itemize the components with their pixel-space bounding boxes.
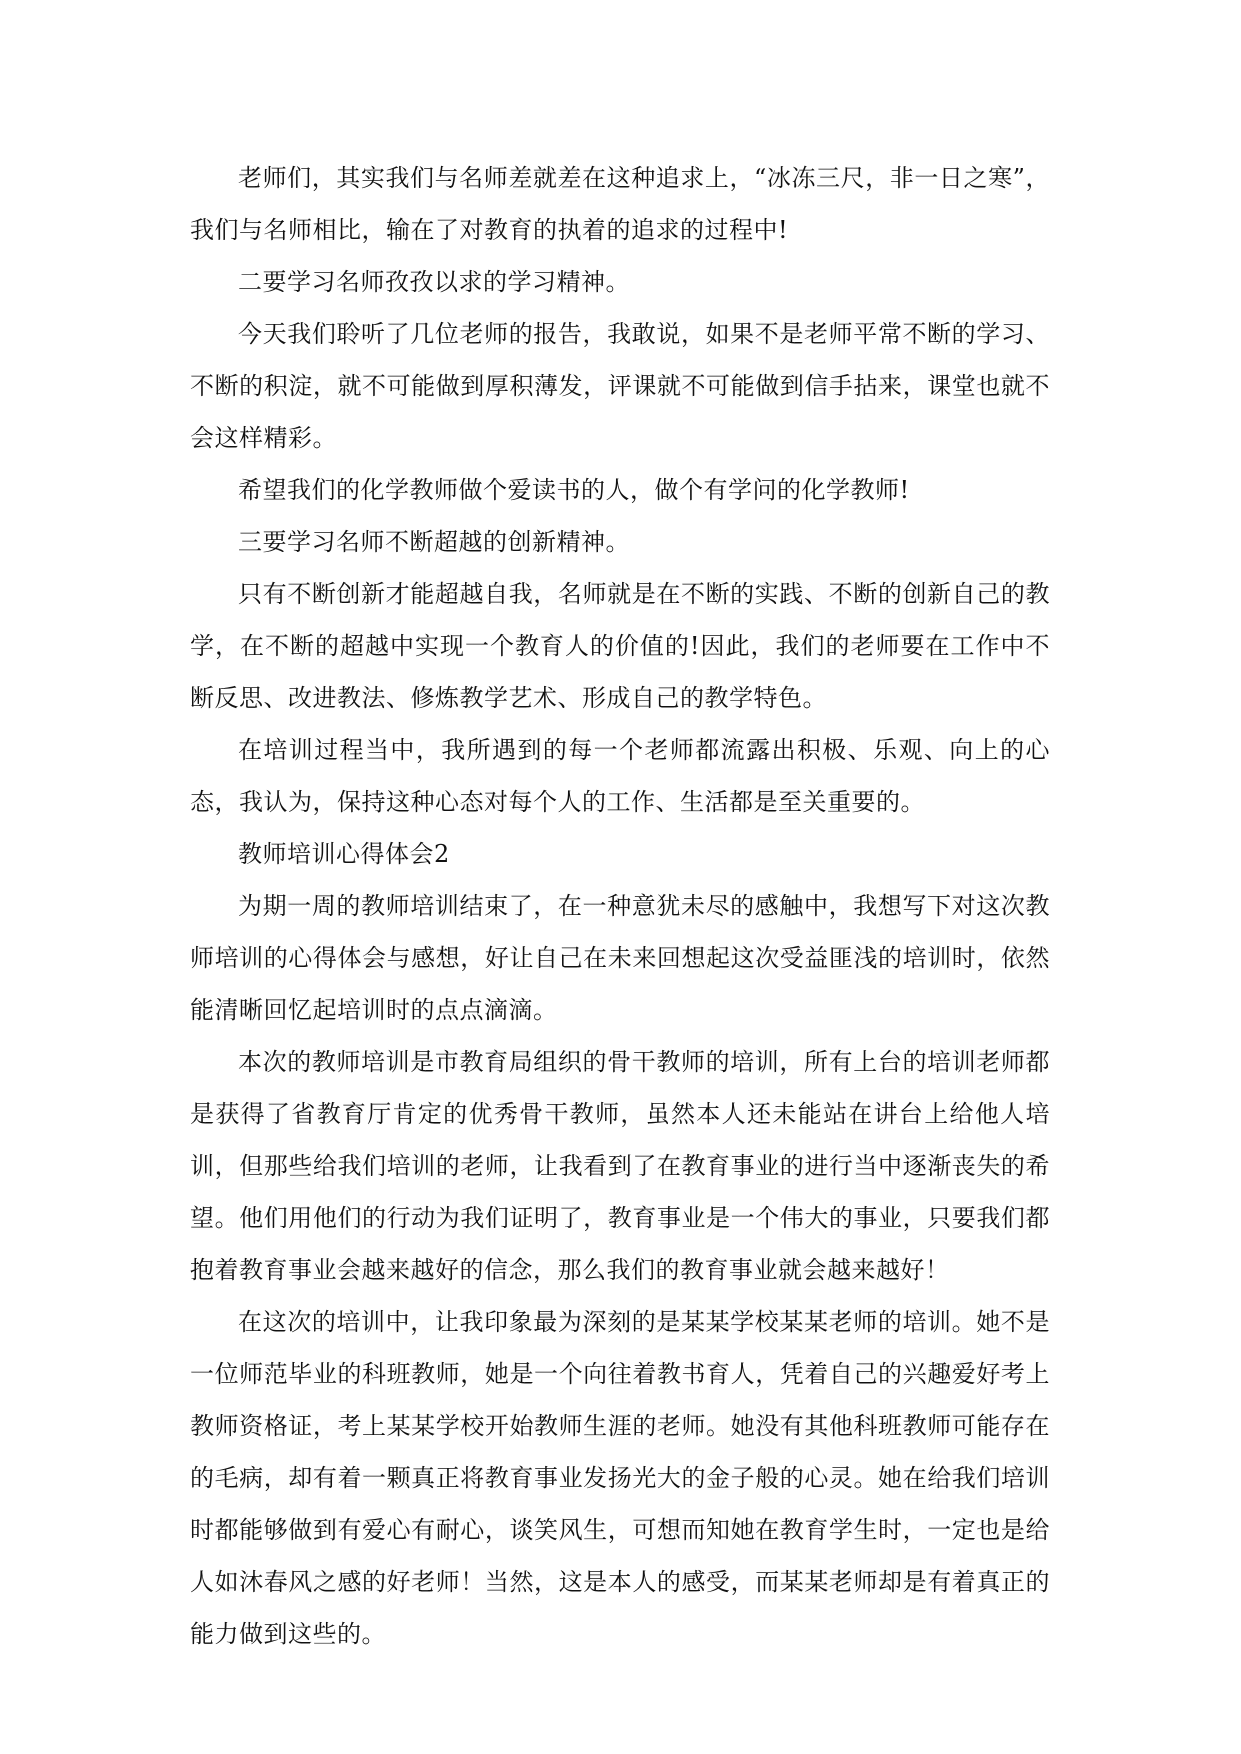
paragraph-8: 为期一周的教师培训结束了，在一种意犹未尽的感触中，我想写下对这次教师培训的心得体会与感想，好让自己在未来回想起这次受益匪浅的培训时，依然能清晰回忆起培训时的点点滴滴。: [190, 892, 1050, 1024]
paragraph-3: 今天我们聆听了几位老师的报告，我敢说，如果不是老师平常不断的学习、不断的积淀，就不可能做到厚积薄发，评课就不可能做到信手拈来，课堂也就不会这样精彩。: [190, 320, 1050, 452]
paragraph-7: 在培训过程当中，我所遇到的每一个老师都流露出积极、乐观、向上的心态，我认为，保持这种心态对每个人的工作、生活都是至关重要的。: [190, 736, 1050, 816]
document-body: [190, 152, 1050, 1660]
paragraph-2: 二要学习名师孜孜以求的学习精神。: [238, 268, 630, 296]
paragraph-10: 在这次的培训中，让我印象最为深刻的是某某学校某某老师的培训。她不是一位师范毕业的科班教师，她是一个向往着教书育人，凭着自己的兴趣爱好考上教师资格证，考上某某学校开始教师生涯的老师。她没有其他科班教师可能存在的毛病，却有着一颗真正将教育事业发扬光大的金子般的心灵。她在给我们培训时都能够做到有爱心有耐心，谈笑风生，可想而知她在教育学生时，一定也是给人如沐春风之感的好老师！当然，这是本人的感受，而某某老师却是有着真正的能力做到这些的。: [190, 1308, 1050, 1648]
paragraph-5: 三要学习名师不断超越的创新精神。: [238, 528, 630, 556]
paragraph-1: 老师们，其实我们与名师差就差在这种追求上，“冰冻三尺，非一日之寒”，我们与名师相比，输在了对教育的执着的追求的过程中!: [190, 164, 1050, 244]
paragraph-9: 本次的教师培训是市教育局组织的骨干教师的培训，所有上台的培训老师都是获得了省教育厅肯定的优秀骨干教师，虽然本人还未能站在讲台上给他人培训，但那些给我们培训的老师，让我看到了在教育事业的进行当中逐渐丧失的希望。他们用他们的行动为我们证明了，教育事业是一个伟大的事业，只要我们都抱着教育事业会越来越好的信念，那么我们的教育事业就会越来越好！: [190, 1048, 1050, 1284]
paragraph-6: 只有不断创新才能超越自我，名师就是在不断的实践、不断的创新自己的教学，在不断的超越中实现一个教育人的价值的!因此，我们的老师要在工作中不断反思、改进教法、修炼教学艺术、形成自己的教学特色。: [190, 580, 1050, 712]
section-title: 教师培训心得体会2: [238, 840, 450, 868]
paragraph-4: 希望我们的化学教师做个爱读书的人，做个有学问的化学教师!: [238, 476, 910, 504]
